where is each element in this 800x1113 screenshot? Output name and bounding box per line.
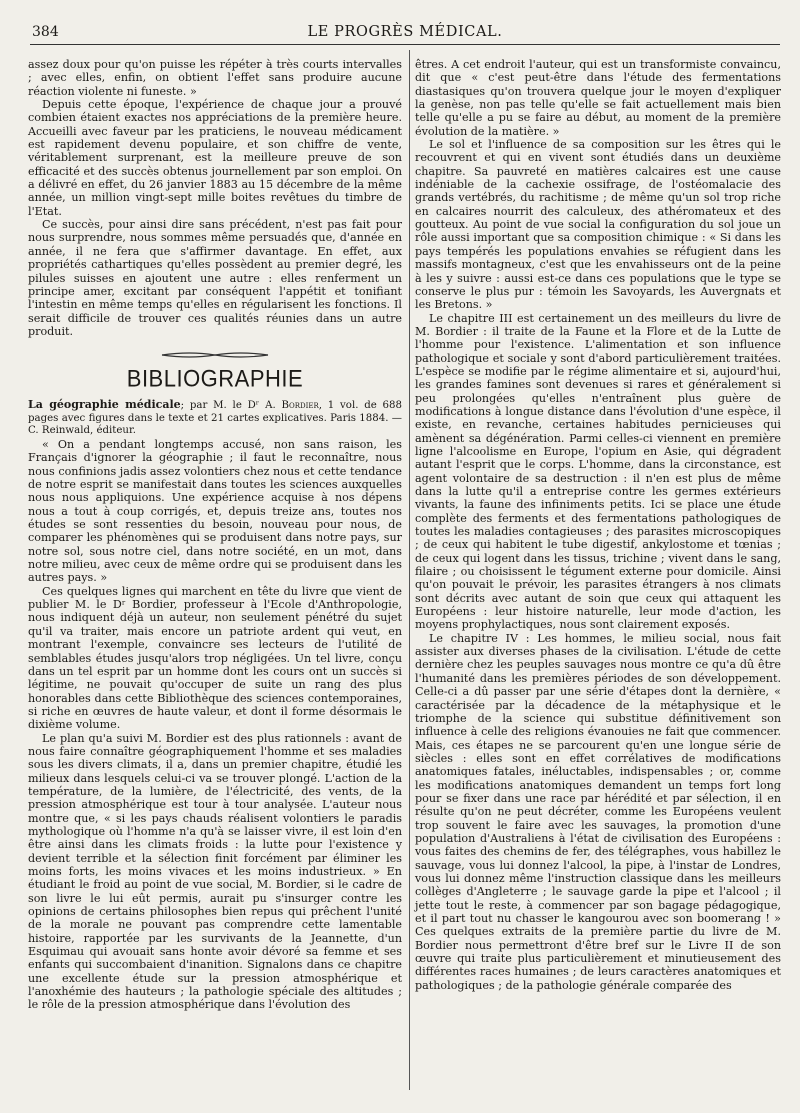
running-title: LE PROGRÈS MÉDICAL. bbox=[307, 24, 503, 40]
left-column bbox=[28, 58, 402, 1012]
paragraph: Le chapitre III est certainement un des meilleurs du livre de M. Bordier : il traite de la Faune et la Flore et de la Lutte de l'homme pour l'existence. L'alimentation et son influence pathologique et sociale y sont d'abord particulièrement traitées. L'espèce se modifie par le régime alimentaire et si, aujourd'hui, les grandes famines sont devenues si rares et généralement si peu prolongées qu'elles n'entraînent plus guère de modifications à longue distance dans l'évolution d'une espèce, il existe, en revanche, certaines habitudes pernicieuses qui amènent sa dégénération. Parmi celles-ci viennent en première ligne l'alcoolisme en Europe, l'opium en Asie, qui dégradent autant l'esprit que le corps. L'homme, dans la circonstance, est agent volontaire de sa destruction : il n'en est plus de même dans la lutte qu'il a entreprise contre les germes extérieurs vivants, la faune des infiniments petits. Ici se place une étude complète des ferments et des fermentations pathologiques de toutes les maladies contagieuses ; des parasites microscopiques ; de ceux qui habitent le tube digestif, ankylostome et tœnias ; de ceux qui logent dans les tissus, trichine ; vivent dans le sang, filaire ; ou choisissent le tégument externe pour domicile. Ainsi qu'on pouvait le prévoir, les parasites étrangers à nos climats sont décrits avec autant de soin que ceux qui attaquent les Européens : leur histoire naturelle, leur mode d'action, les moyens prophylactiques, nous sont clairement exposés. bbox=[415, 311, 781, 632]
paragraph: êtres. A cet endroit l'auteur, qui est un transformiste convaincu, dit que « c'est peut-être dans l'étude des fermentations diastasiques qu'on trouvera quelque jour le moyen d'expliquer la genèse, non pas telle qu'elle se fait actuellement mais bien telle qu'elle a pu se faire au début, au moment de la première évolution de la matière. » bbox=[415, 58, 781, 138]
book-author: Bordier bbox=[281, 400, 319, 412]
divider-ornament bbox=[28, 349, 402, 359]
page-number: 384 bbox=[32, 24, 59, 40]
book-title: La géographie médicale bbox=[28, 398, 181, 412]
paragraph: Le chapitre IV : Les hommes, le milieu social, nous fait assister aux diverses phases de la civilisation. L'étude de cette dernière chez les peuples sauvages nous montre ce qu'a dû être l'humanité dans les premières périodes de son développement. Celle-ci a dû passer par une série d'étapes dont la dernière, « caractérisée par la décadence de la métaphysique et le triomphe de la science qui substitue définitivement son influence à celle des religions évanouies ne fait que commencer. Mais, ces étapes ne se parcourent qu'en une longue série de siècles : elles sont en effet corrélatives de modifications anatomiques fatales, inéluctables, indispensables ; or, comme les modifications anatomiques demandent un temps fort long pour se fixer dans une race par hérédité et par sélection, il en résulte qu'on ne peut décréter, comme les Européens veulent trop souvent le faire avec les sauvages, la promotion d'une population d'Australiens à l'état de civilisation des Européens : vous faites des chemins de fer, des télégraphes, vous habillez le sauvage, vous lui donnez l'alcool, la pipe, à l'instar de Londres, vous lui donnez même l'instruction classique dans les meilleurs collèges d'Angleterre ; le sauvage garde la pipe et l'alcool ; il jette tout le reste, à commencer par son bagage pédagogique, et il part tout nu chasser le kangourou avec son boomerang ! » Ces quelques extraits de la première partie du livre de M. Bordier nous permettront d'être bref sur le Livre II de son œuvre qui traite plus particulièrement et minutieusement des différentes races humaines ; de leurs caractères anatomiques et pathologiques ; de la pathologie générale comparée des bbox=[415, 631, 781, 992]
paragraph: Ce succès, pour ainsi dire sans précédent, n'est pas fait pour nous surprendre, nous sommes même persuadés que, d'année en année, il ne fera que s'affirmer davantage. En effet, aux propriétés cathartiques qu'elles possèdent au premier degré, les pilules suisses en ajoutent une autre : elles renferment un principe amer, excitant par conséquent l'appétit et tonifiant l'intestin en même temps qu'elles en régularisent les fonctions. Il serait difficile de trouver ces qualités réunies dans un autre produit. bbox=[28, 218, 402, 338]
right-column bbox=[415, 58, 781, 992]
book-reference bbox=[28, 399, 402, 438]
ornament-icon bbox=[160, 351, 270, 359]
paragraph: Le plan qu'a suivi M. Bordier est des plus rationnels : avant de nous faire connaître géographiquement l'homme et ses maladies sous les divers climats, il a, dans un premier chapitre, étudié les milieux dans lesquels celui-ci va se trouver plongé. L'action de la température, de la lumière, de l'électricité, des vents, de la pression atmosphérique est tour à tour analysée. L'auteur nous montre que, « si les pays chauds réalisent volontiers le paradis mythologique où l'homme n'a qu'à se laisser vivre, il est loin d'en être ainsi dans les climats froids : la lutte pour l'existence y devient terrible et la sélection finit forcément par éliminer les moins forts, les moins vivaces et les moins industrieux. » En étudiant le froid au point de vue social, M. Bordier, si le cadre de son livre le lui eût permis, aurait pu s'insurger contre les opinions de certains philosophes bien repus qui prêchent l'unité de la morale ne pouvant pas comprendre cette lamentable histoire, rapportée par les survivants de la Jeannette, d'un Esquimau qui avouait sans honte avoir dévoré sa femme et ses enfants qui succombaient d'inanition. Signalons dans ce chapitre une excellente étude sur la pression atmosphérique et l'anoxhémie des hauteurs ; la pathologie spéciale des altitudes ; le rôle de la pression atmosphérique dans l'évolution des bbox=[28, 731, 402, 1012]
section-title: BIBLIOGRAPHIE bbox=[126, 365, 304, 393]
paragraph: Depuis cette époque, l'expérience de chaque jour a prouvé combien étaient exactes nos appréciations de la première heure. Accueilli avec faveur par les praticiens, le nouveau médicament est rapidement devenu populaire, et son chiffre de vente, véritablement surprenant, est la meilleure preuve de son efficacité et des succès obtenus journellement par son emploi. On a délivré en effet, du 26 janvier 1883 au 15 décembre de la même année, un million vingt-sept mille boites revêtues du timbre de l'Etat. bbox=[28, 98, 402, 218]
column-divider bbox=[409, 50, 410, 1090]
paragraph: « On a pendant longtemps accusé, non sans raison, les Français d'ignorer la géographie ; il faut le reconnaître, nous nous confinions jadis assez volontiers chez nous et cette tendance de notre esprit se manifestait dans toutes les sciences auxquelles nous nous appliquions. Une expérience acquise à nos dépens nous a tout à coup corrigés, et, depuis treize ans, toutes nos études se sont ressenties du besoin, nouveau pour nous, de comparer les phénomènes qui se produisent dans notre pays, sur notre sol, sous notre ciel, dans notre société, en un mot, dans notre milieu, avec ceux de même ordre qui se produisent dans les autres pays. » bbox=[28, 438, 402, 585]
paragraph: Le sol et l'influence de sa composition sur les êtres qui le recouvrent et qui en vivent sont étudiés dans un deuxième chapitre. Sa pauvreté en matières calcaires est une cause indéniable de la cachexie ossifrage, de l'ostéomalacie des grands vertébrés, du rachitisme ; de même qu'un sol trop riche en calcaires nourrit des calculeux, des athéromateux et des goutteux. Au point de vue social la configuration du sol joue un rôle aussi important que sa composition chimique : « Si dans les pays tempérés les populations envahies se réfugient dans les massifs montagneux, c'est que les envahisseurs ont de la peine à les y suivre : aussi est-ce dans ces populations que le type se conserve le plus pur : témoin les Savoyards, les Auvergnats et les Bretons. » bbox=[415, 138, 781, 312]
paragraph: assez doux pour qu'on puisse les répéter à très courts intervalles ; avec elles, enfin, on obtient l'effet sans produire aucune réaction violente ni funeste. » bbox=[28, 58, 402, 98]
book-reference-text: , 1 vol. de 688 pages avec figures dans le texte et 21 cartes explicatives. Paris 1884. — C. Reinwald, éditeur. bbox=[28, 400, 402, 437]
paragraph: Ces quelques lignes qui marchent en tête du livre que vient de publier M. le Dʳ Bordier, professeur à l'Ecole d'Anthropologie, nous indiquent déjà un auteur, non seulement pénétré du sujet qu'il va traiter, mais encore un patriote ardent qui veut, en montrant l'exemple, convaincre ses lecteurs de l'utilité de semblables études jusqu'alors trop négligées. Un tel livre, conçu dans un tel esprit par un homme dont les cours ont un succès si légitime, ne pouvait qu'occuper de suite un rang des plus honorables dans cette Bibliothèque des sciences contemporaines, si riche en œuvres de haute valeur, et dont il forme désormais le dixième volume. bbox=[28, 584, 402, 732]
page-header bbox=[30, 22, 780, 45]
book-reference-text: ; par M. le Dʳ A. bbox=[180, 400, 282, 412]
